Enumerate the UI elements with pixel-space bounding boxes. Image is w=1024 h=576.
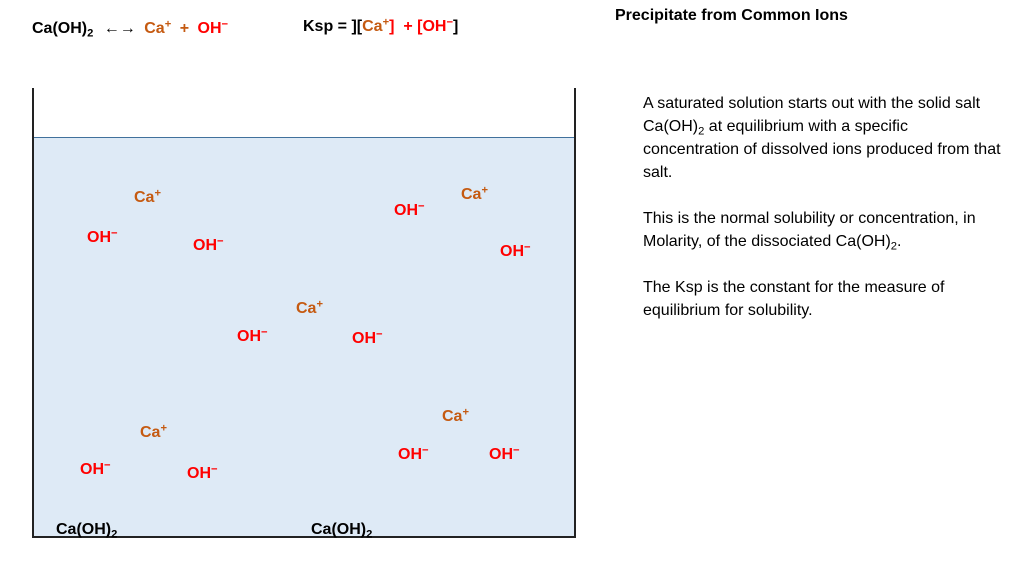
hydroxide-ion: OH− bbox=[80, 459, 111, 478]
equilibrium-arrow: ←→ bbox=[103, 20, 136, 37]
equation-calcium-symbol: Ca bbox=[144, 20, 165, 37]
hydroxide-ion: OH− bbox=[489, 444, 520, 463]
hydroxide-ion: OH− bbox=[193, 235, 224, 254]
solid-salt-left: $Ca(OH)_2$ bbox=[56, 521, 118, 541]
ksp-expression bbox=[303, 18, 458, 36]
description-paragraph-1: A saturated solution starts out with the solid salt $Ca(OH)_2$ at equilibrium with a specific concentration of dissolved ions produced from that salt. bbox=[643, 95, 1001, 181]
description-text bbox=[643, 92, 1003, 345]
hydroxide-ion: OH− bbox=[398, 444, 429, 463]
calcium-ion: Ca+ bbox=[134, 187, 161, 206]
ksp-hydroxide-ion bbox=[422, 18, 453, 35]
equation-calcium-charge: + bbox=[164, 18, 172, 31]
hydroxide-ion: OH− bbox=[500, 241, 531, 260]
ksp-mid: ] + [ bbox=[389, 18, 423, 35]
hydroxide-ion: OH− bbox=[237, 326, 268, 345]
equation-reactant-subscript: 2 bbox=[87, 27, 94, 40]
hydroxide-ion: OH− bbox=[187, 463, 218, 482]
equation-hydroxide-ion bbox=[198, 20, 229, 37]
solid-salt-right: $Ca(OH)_2$ bbox=[311, 521, 373, 541]
hydroxide-ion: OH− bbox=[352, 328, 383, 347]
equation-reactant: Ca(OH) bbox=[32, 20, 88, 37]
ksp-hydroxide-charge: − bbox=[446, 16, 454, 29]
dissociation-equation bbox=[32, 20, 228, 38]
calcium-ion: Ca+ bbox=[296, 298, 323, 317]
hydroxide-ion: OH− bbox=[394, 200, 425, 219]
calcium-ion: Ca+ bbox=[140, 422, 167, 441]
equation-plus: + bbox=[179, 20, 190, 37]
ksp-suffix: ] bbox=[453, 18, 459, 35]
ksp-calcium-ion bbox=[362, 18, 389, 35]
ksp-calcium-symbol: Ca bbox=[362, 18, 383, 35]
ksp-prefix: Ksp = ][ bbox=[303, 18, 363, 35]
hydroxide-ion: OH− bbox=[87, 227, 118, 246]
saturated-solution bbox=[34, 137, 574, 536]
ksp-hydroxide-symbol: OH bbox=[422, 18, 447, 35]
calcium-ion: Ca+ bbox=[461, 184, 488, 203]
ksp-calcium-charge: + bbox=[382, 16, 390, 29]
calcium-ion: Ca+ bbox=[442, 406, 469, 425]
description-paragraph-3: The Ksp is the constant for the measure of equilibrium for solubility. bbox=[643, 279, 945, 319]
equation-calcium-ion bbox=[144, 20, 171, 37]
slide-title: Precipitate from Common Ions bbox=[615, 7, 848, 24]
equation-hydroxide-charge: − bbox=[221, 18, 229, 31]
equation-hydroxide-symbol: OH bbox=[197, 20, 222, 37]
description-paragraph-2: This is the normal solubility or concentration, in Molarity, of the dissociated $Ca(OH)_2$. bbox=[643, 210, 976, 253]
